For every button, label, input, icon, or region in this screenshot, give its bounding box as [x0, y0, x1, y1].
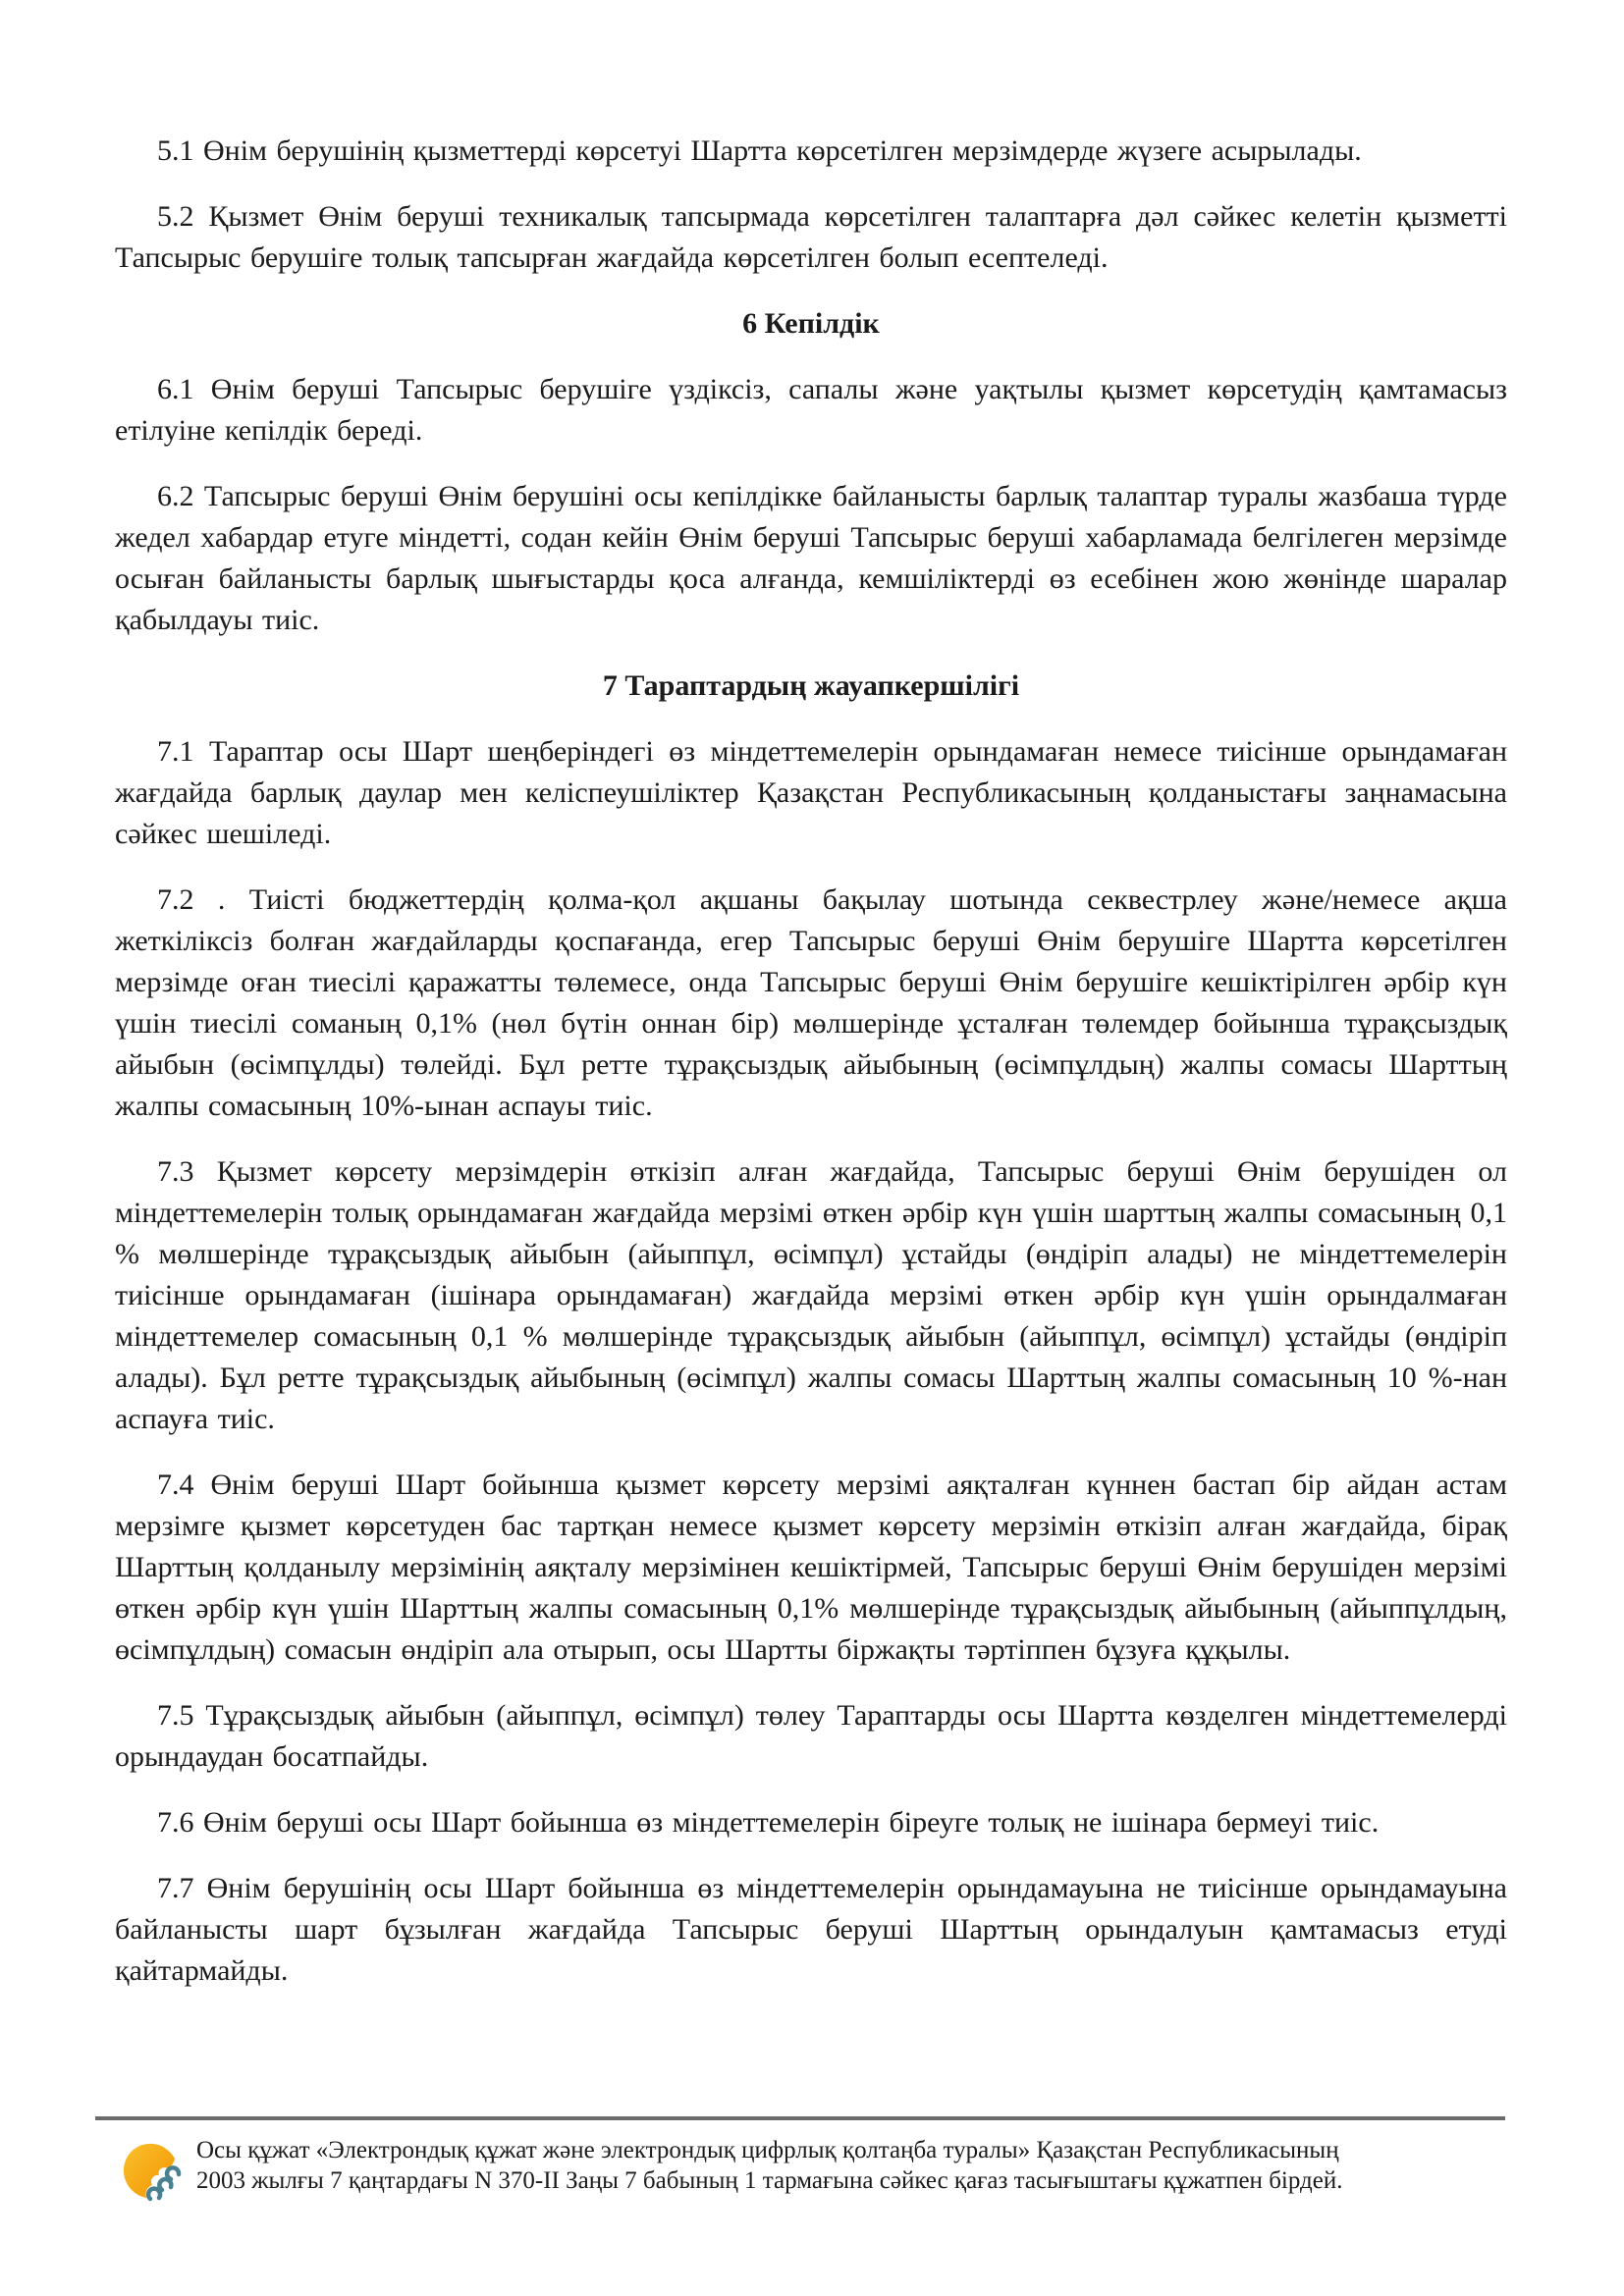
clause-7-7-paragraph: 7.7 Өнім берушінің осы Шарт бойынша өз міндеттемелерін орындамауына не тиісінше орындамауына байланысты шарт бұзылған жағдайда Тапсырыс беруші Шарттың орындалуын қамтамасыз етуді қайтармайды. [115, 1872, 1507, 1987]
clause-6-1-paragraph: 6.1 Өнім беруші Тапсырыс берушіге үздіксіз, сапалы және уақтылы қызмет көрсетудің қамтамасыз етілуіне кепілдік береді. [115, 373, 1507, 447]
clause-7-3-paragraph: 7.3 Қызмет көрсету мерзімдерін өткізіп алған жағдайда, Тапсырыс беруші Өнім берушіден ол міндеттемелерін толық орындамаған жағдайда мерзімі өткен әрбір күн үшін шарттың жалпы сомасының 0,1 % мөлшерінде тұрақсыздық айыбын (айыппұл, өсімпұл) ұстайды (өндіріп алады) не міндеттемелерін тиісінше орындамаған (ішінара орындамаған) жағдайда мерзімі өткен әрбір күн үшін орындалмаған міндеттемелер сомасының 0,1 % мөлшерінде тұрақсыздық айыбын (айыппұл, өсімпұл) ұстайды (өндіріп алады). Бұл ретте тұрақсыздық айыбының (өсімпұл) жалпы сомасы Шарттың жалпы сомасының 10 %-нан аспауға тиіс. [115, 1155, 1507, 1435]
clause-7-5-paragraph: 7.5 Тұрақсыздық айыбын (айыппұл, өсімпұл) төлеу Тараптарды осы Шартта көзделген міндеттемелерді орындаудан босатпайды. [115, 1699, 1507, 1773]
page-footer [0, 2116, 1624, 2204]
footer-legal-text: Осы құжат «Электрондық құжат және электрондық цифрлық қолтаңба туралы» Қазақстан Республикасының 2003 жылғы 7 қаңтардағы N 370-II Заңы 7 бабының 1 тармағына сәйкес қағаз тасығыштағы құжатпен бірдей. [196, 2137, 1343, 2194]
clause-7-2-paragraph: 7.2 . Тиісті бюджеттердің қолма-қол ақшаны бақылау шотында секвестрлеу және/немесе ақша жеткіліксіз болған жағдайларды қоспағанда, егер Тапсырыс беруші Өнім берушіге Шартта көрсетілген мерзімде оған тиесілі қаражатты төлемесе, онда Тапсырыс беруші Өнім берушіге кешіктірілген әрбір күн үшін тиесілі соманың 0,1% (нөл бүтін оннан бір) мөлшерінде ұсталған төлемдер бойынша тұрақсыздық айыбын (өсімпұлды) төлейді. Бұл ретте тұрақсыздық айыбының (өсімпұлдың) жалпы сомасы Шарттың жалпы сомасының 10%-ынан аспауы тиіс. [115, 883, 1507, 1122]
section-6-heading: 6 Кепілдік [742, 307, 880, 340]
clause-6-2-paragraph: 6.2 Тапсырыс беруші Өнім берушіні осы кепілдікке байланысты барлық талаптар туралы жазбаша түрде жедел хабардар етуге міндетті, содан кейін Өнім беруші Тапсырыс беруші хабарламада белгілеген мерзімде осыған байланысты барлық шығыстарды қоса алғанда, кемшіліктерді өз есебінен жою жөнінде шаралар қабылдауы тиіс. [115, 480, 1507, 636]
footer-divider-line [95, 2116, 1505, 2120]
egov-sun-logo-icon [120, 2141, 183, 2204]
clause-5-2-paragraph: 5.2 Қызмет Өнім беруші техникалық тапсырмада көрсетілген талаптарға дәл сәйкес келетін қызметті Тапсырыс берушіге толық тапсырған жағдайда көрсетілген болып есептеледі. [115, 200, 1507, 274]
clause-7-6-paragraph: 7.6 Өнім беруші осы Шарт бойынша өз міндеттемелерін біреуге толық не ішінара бермеуі тиіс. [157, 1806, 1380, 1839]
clause-7-4-paragraph: 7.4 Өнім беруші Шарт бойынша қызмет көрсету мерзімі аяқталған күннен бастап бір айдан астам мерзімге қызмет көрсетуден бас тартқан немесе қызмет көрсету мерзімін өткізіп алған жағдайда, бірақ Шарттың қолданылу мерзімінің аяқталу мерзімінен кешіктірмей, Тапсырыс беруші Өнім берушіден мерзімі өткен әрбір күн үшін Шарттың жалпы сомасының 0,1% мөлшерінде тұрақсыздық айыбының (айыппұлдың, өсімпұлдың) сомасын өндіріп ала отырып, осы Шартты біржақты тәртіппен бұзуға құқылы. [115, 1468, 1507, 1666]
clause-7-1-paragraph: 7.1 Тараптар осы Шарт шеңберіндегі өз міндеттемелерін орындамаған немесе тиісінше орындамаған жағдайда барлық даулар мен келіспеушіліктер Қазақстан Республикасының қолданыстағы заңнамасына сәйкес шешіледі. [115, 735, 1507, 850]
clause-5-1-paragraph: 5.1 Өнім берушінің қызметтерді көрсетуі Шартта көрсетілген мерзімдерде жүзеге асырылады. [157, 134, 1362, 167]
contract-text-body [115, 131, 1507, 2016]
section-7-heading: 7 Тараптардың жауапкершілігі [602, 669, 1020, 702]
footer-legal-row [120, 2135, 1624, 2204]
